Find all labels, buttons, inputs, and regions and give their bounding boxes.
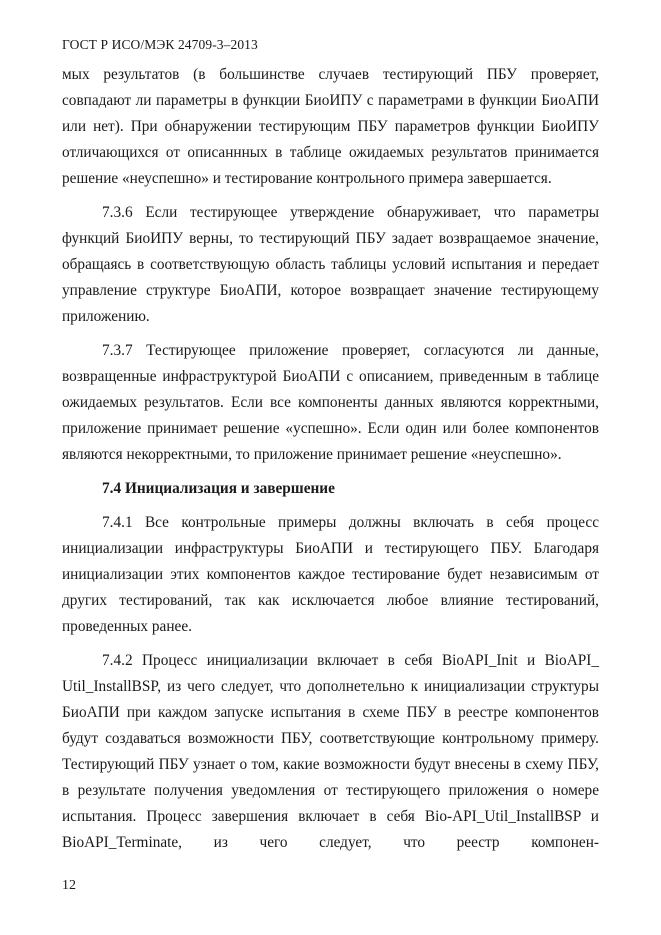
paragraph-7-3-6: 7.3.6 Если тестирующее утверждение обнаруживает, что параметры функций БиоИПУ верны, то тестирующий ПБУ задает возвращаемое значение, обращаясь в соответствующую область таблицы условий испытания и передает управление структуре БиоАПИ, которое возвращает значение тестирующему приложению. [62, 204, 599, 325]
paragraph-continuation: мых результатов (в большинстве случаев тестирующий ПБУ проверяет, совпадают ли параметры в функции БиоИПУ с параметрами в функции БиоАПИ или нет). При обнаружении тестирующим ПБУ параметров функции БиоИПУ отличающихся от описаннных в таблице ожидаемых результатов принимается решение «неуспешно» и тестирование контрольного примера завершается. [62, 66, 599, 187]
paragraph-7-3-7: 7.3.7 Тестирующее приложение проверяет, согласуются ли данные, возвращенные инфраструктурой БиоАПИ с описанием, приведенным в таблице ожидаемых результатов. Если все компоненты данных являются корректными, приложение принимает решение «успешно». Если один или более компонентов являются некорректными, то приложение принимает решение «неуспешно». [62, 342, 599, 463]
section-heading-7-4: 7.4 Инициализация и завершение [102, 480, 335, 497]
paragraph-7-4-1: 7.4.1 Все контрольные примеры должны включать в себя процесс инициализации инфраструктуры БиоАПИ и тестирующего ПБУ. Благодаря инициализации этих компонентов каждое тестирование будет независимым от других тестирований, так как исключается любое влияние тестирований, проведенных ранее. [62, 514, 599, 635]
page-body [62, 62, 599, 856]
document-header: ГОСТ Р ИСО/МЭК 24709-3–2013 [62, 37, 258, 52]
paragraph-7-4-2: 7.4.2 Процесс инициализации включает в себя BioAPI_Init и BioAPI_ Util_InstallBSP, из чего следует, что дополнетельно к инициализации структуры БиоАПИ при каждом запуске испытания в схеме ПБУ в реестре компонентов будут создаваться возможности ПБУ, соответствующие контрольному примеру. Тестирующий ПБУ узнает о том, какие возможности будут внесены в схему ПБУ, в результате получения уведомления от тестирующего приложения о номере испытания. Процесс завершения включает в себя Bio-API_Util_InstallBSP и BioAPI_Terminate, из чего следует, что реестр компонен- [62, 652, 599, 851]
page-number: 12 [62, 878, 76, 893]
